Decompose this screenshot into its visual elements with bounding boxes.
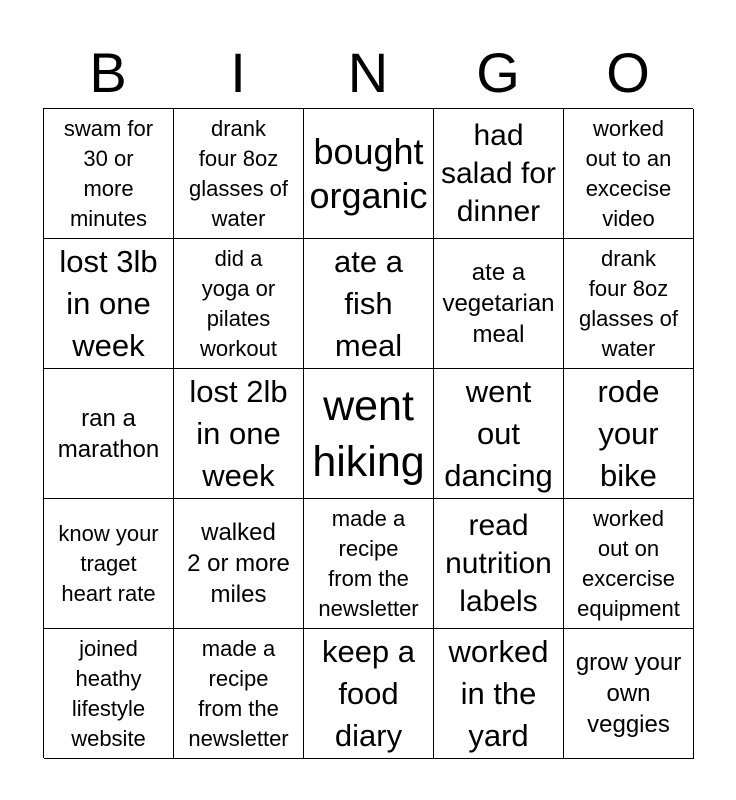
bingo-cell[interactable] xyxy=(564,239,694,369)
bingo-board xyxy=(43,108,693,758)
cell-text: did a yoga or pilates workout xyxy=(199,245,278,361)
bingo-cell[interactable] xyxy=(434,109,564,239)
cell-text: keep a food diary xyxy=(321,633,416,753)
cell-text: swam for 30 or more minutes xyxy=(63,115,154,231)
cell-text: had salad for dinner xyxy=(440,118,557,228)
bingo-cell[interactable] xyxy=(44,239,174,369)
cell-text: went hiking xyxy=(312,381,425,486)
bingo-cell[interactable] xyxy=(174,499,304,629)
bingo-cell[interactable] xyxy=(44,109,174,239)
bingo-cell[interactable] xyxy=(304,499,434,629)
bingo-cell[interactable] xyxy=(174,239,304,369)
bingo-cell[interactable] xyxy=(174,629,304,759)
cell-text: joined heathy lifestyle website xyxy=(71,635,146,751)
cell-text: rode your bike xyxy=(597,373,660,493)
bingo-cell[interactable] xyxy=(564,109,694,239)
bingo-cell[interactable] xyxy=(304,629,434,759)
header-letter-o: O xyxy=(606,41,650,104)
cell-text: know your traget heart rate xyxy=(58,520,159,606)
bingo-cell[interactable] xyxy=(304,369,434,499)
cell-text: lost 3lb in one week xyxy=(59,243,158,363)
cell-text: worked out on excercise equipment xyxy=(577,505,680,621)
cell-text: worked out to an excecise video xyxy=(585,115,672,231)
bingo-cell[interactable] xyxy=(44,499,174,629)
bingo-header xyxy=(43,40,693,106)
bingo-cell[interactable] xyxy=(434,369,564,499)
header-letter-g: G xyxy=(476,41,520,104)
bingo-cell[interactable] xyxy=(434,499,564,629)
cell-text: walked 2 or more miles xyxy=(187,519,290,608)
bingo-cell[interactable] xyxy=(304,109,434,239)
cell-text: went out dancing xyxy=(444,373,553,493)
cell-text: worked in the yard xyxy=(448,633,549,753)
bingo-cell[interactable] xyxy=(174,369,304,499)
header-letter-b: B xyxy=(89,41,127,104)
cell-text: made a recipe from the newsletter xyxy=(188,635,289,751)
bingo-cell[interactable] xyxy=(564,499,694,629)
bingo-cell[interactable] xyxy=(304,239,434,369)
bingo-cell[interactable] xyxy=(434,629,564,759)
bingo-cell[interactable] xyxy=(174,109,304,239)
cell-text: drank four 8oz glasses of water xyxy=(188,115,289,231)
header-letter-i: I xyxy=(230,41,246,104)
cell-text: ran a marathon xyxy=(57,404,160,463)
cell-text: drank four 8oz glasses of water xyxy=(578,245,679,361)
bingo-cell[interactable] xyxy=(44,369,174,499)
cell-text: grow your own veggies xyxy=(575,649,682,738)
cell-text: ate a fish meal xyxy=(334,243,403,363)
bingo-cell[interactable] xyxy=(564,629,694,759)
bingo-cell[interactable] xyxy=(44,629,174,759)
cell-text: ate a vegetarian meal xyxy=(442,259,555,348)
cell-text: lost 2lb in one week xyxy=(189,373,288,493)
bingo-cell[interactable] xyxy=(434,239,564,369)
bingo-cell[interactable] xyxy=(564,369,694,499)
header-letter-n: N xyxy=(347,41,389,104)
cell-text: bought organic xyxy=(309,130,428,216)
cell-text: read nutrition labels xyxy=(445,508,552,618)
cell-text: made a recipe from the newsletter xyxy=(318,505,419,621)
